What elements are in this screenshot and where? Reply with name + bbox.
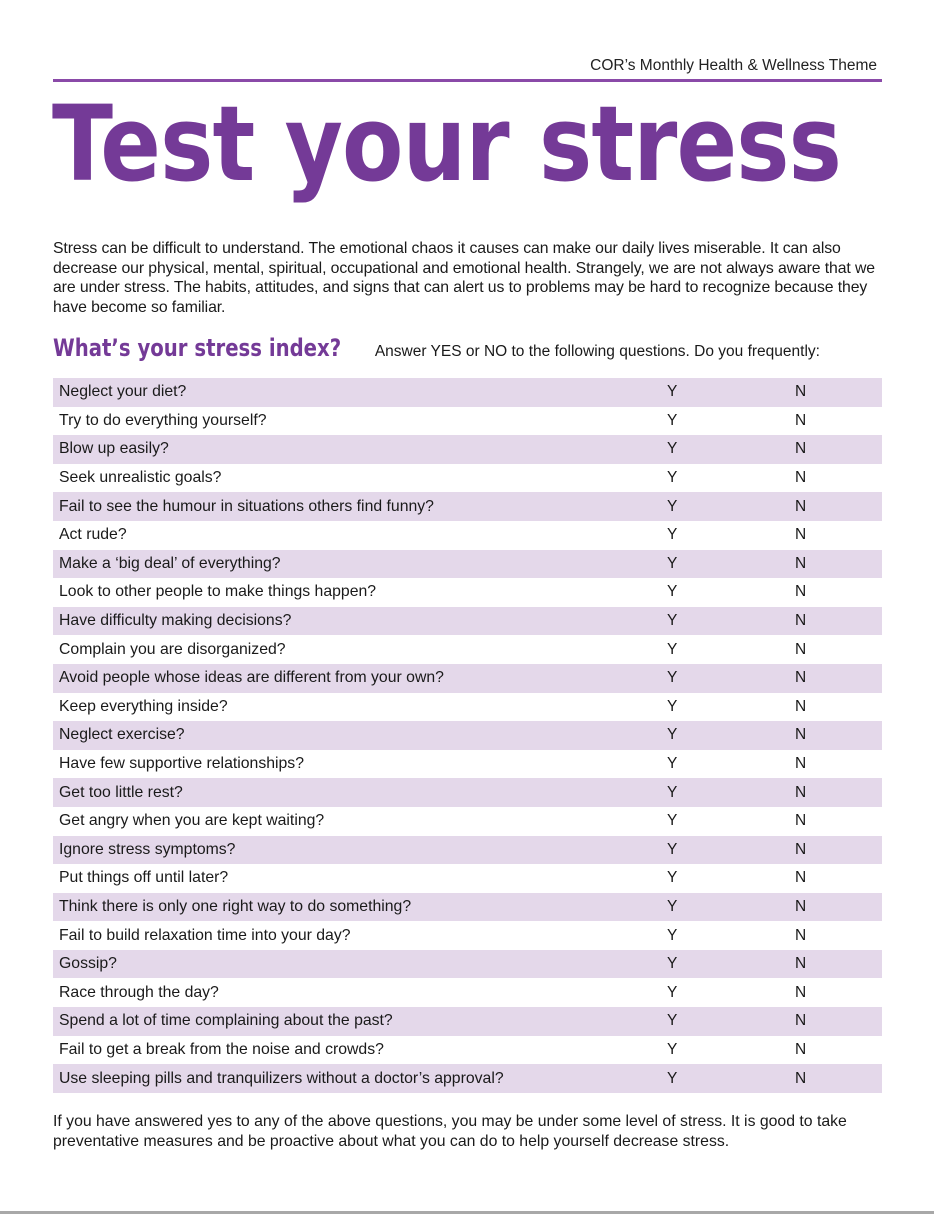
answer-yes[interactable]: Y bbox=[667, 840, 678, 858]
answer-no[interactable]: N bbox=[795, 697, 807, 715]
answer-no[interactable]: N bbox=[795, 1012, 807, 1030]
quiz-row bbox=[53, 407, 882, 436]
quiz-row bbox=[53, 836, 882, 865]
quiz-row bbox=[53, 807, 882, 836]
question-text: Put things off until later? bbox=[59, 869, 229, 887]
question-text: Use sleeping pills and tranquilizers without a doctor’s approval? bbox=[59, 1069, 504, 1087]
answer-yes[interactable]: Y bbox=[667, 897, 678, 915]
answer-no[interactable]: N bbox=[795, 726, 807, 744]
question-text: Neglect exercise? bbox=[59, 726, 185, 744]
answer-no[interactable]: N bbox=[795, 497, 807, 515]
answer-no[interactable]: N bbox=[795, 526, 807, 544]
answer-yes[interactable]: Y bbox=[667, 411, 678, 429]
answer-yes[interactable]: Y bbox=[667, 1012, 678, 1030]
quiz-row bbox=[53, 492, 882, 521]
answer-yes[interactable]: Y bbox=[667, 783, 678, 801]
answer-no[interactable]: N bbox=[795, 383, 807, 401]
quiz-row bbox=[53, 778, 882, 807]
question-text: Try to do everything yourself? bbox=[59, 411, 267, 429]
quiz-row bbox=[53, 978, 882, 1007]
answer-yes[interactable]: Y bbox=[667, 383, 678, 401]
answer-yes[interactable]: Y bbox=[667, 812, 678, 830]
answer-no[interactable]: N bbox=[795, 983, 807, 1001]
quiz-row bbox=[53, 950, 882, 979]
answer-no[interactable]: N bbox=[795, 1069, 807, 1087]
question-text: Have few supportive relationships? bbox=[59, 755, 304, 773]
page-title: Test your stress bbox=[52, 83, 842, 205]
answer-yes[interactable]: Y bbox=[667, 1040, 678, 1058]
question-text: Blow up easily? bbox=[59, 440, 169, 458]
question-text: Act rude? bbox=[59, 526, 127, 544]
answer-yes[interactable]: Y bbox=[667, 526, 678, 544]
answer-no[interactable]: N bbox=[795, 897, 807, 915]
question-text: Race through the day? bbox=[59, 983, 219, 1001]
answer-yes[interactable]: Y bbox=[667, 669, 678, 687]
answer-no[interactable]: N bbox=[795, 840, 807, 858]
question-text: Have difficulty making decisions? bbox=[59, 612, 292, 630]
quiz-row bbox=[53, 1036, 882, 1065]
quiz-row bbox=[53, 435, 882, 464]
quiz-row bbox=[53, 464, 882, 493]
outro-paragraph: If you have answered yes to any of the above questions, you may be under some level of stress. It is good to take preventative measures and be proactive about what you can do to help yourself decrease stress. bbox=[53, 1113, 847, 1150]
answer-yes[interactable]: Y bbox=[667, 869, 678, 887]
question-text: Ignore stress symptoms? bbox=[59, 840, 236, 858]
quiz-row bbox=[53, 550, 882, 579]
question-text: Avoid people whose ideas are different from your own? bbox=[59, 669, 444, 687]
answer-no[interactable]: N bbox=[795, 612, 807, 630]
answer-no[interactable]: N bbox=[795, 554, 807, 572]
quiz-table bbox=[53, 378, 882, 1093]
quiz-row bbox=[53, 864, 882, 893]
quiz-row bbox=[53, 750, 882, 779]
quiz-row bbox=[53, 635, 882, 664]
quiz-row bbox=[53, 378, 882, 407]
answer-no[interactable]: N bbox=[795, 469, 807, 487]
question-text: Look to other people to make things happen? bbox=[59, 583, 377, 601]
answer-yes[interactable]: Y bbox=[667, 440, 678, 458]
quiz-row bbox=[53, 693, 882, 722]
answer-no[interactable]: N bbox=[795, 411, 807, 429]
question-text: Seek unrealistic goals? bbox=[59, 469, 222, 487]
quiz-row bbox=[53, 521, 882, 550]
quiz-row bbox=[53, 578, 882, 607]
question-text: Spend a lot of time complaining about the past? bbox=[59, 1012, 393, 1030]
header-theme: COR’s Monthly Health & Wellness Theme bbox=[590, 57, 877, 74]
answer-yes[interactable]: Y bbox=[667, 1069, 678, 1087]
answer-yes[interactable]: Y bbox=[667, 497, 678, 515]
question-text: Gossip? bbox=[59, 955, 117, 973]
answer-yes[interactable]: Y bbox=[667, 955, 678, 973]
question-text: Neglect your diet? bbox=[59, 383, 187, 401]
answer-no[interactable]: N bbox=[795, 812, 807, 830]
question-text: Think there is only one right way to do something? bbox=[59, 897, 412, 915]
answer-no[interactable]: N bbox=[795, 640, 807, 658]
answer-yes[interactable]: Y bbox=[667, 554, 678, 572]
intro-paragraph: Stress can be difficult to understand. The emotional chaos it causes can make our daily lives miserable. It can also decrease our physical, mental, spiritual, occupational and emotional health. Strangely, we are not always aware that we are under stress. The habits, attitudes, and signs that can alert us to problems may be hard to recognize because they have become so familiar. bbox=[53, 240, 875, 316]
question-text: Complain you are disorganized? bbox=[59, 640, 286, 658]
answer-no[interactable]: N bbox=[795, 755, 807, 773]
answer-yes[interactable]: Y bbox=[667, 583, 678, 601]
quiz-row bbox=[53, 921, 882, 950]
answer-no[interactable]: N bbox=[795, 669, 807, 687]
answer-no[interactable]: N bbox=[795, 1040, 807, 1058]
quiz-row bbox=[53, 1007, 882, 1036]
answer-no[interactable]: N bbox=[795, 926, 807, 944]
answer-no[interactable]: N bbox=[795, 783, 807, 801]
question-text: Fail to see the humour in situations others find funny? bbox=[59, 497, 434, 515]
quiz-row bbox=[53, 607, 882, 636]
answer-no[interactable]: N bbox=[795, 440, 807, 458]
answer-yes[interactable]: Y bbox=[667, 726, 678, 744]
quiz-row bbox=[53, 664, 882, 693]
answer-yes[interactable]: Y bbox=[667, 469, 678, 487]
answer-no[interactable]: N bbox=[795, 869, 807, 887]
quiz-row bbox=[53, 1064, 882, 1093]
question-text: Get angry when you are kept waiting? bbox=[59, 812, 325, 830]
answer-yes[interactable]: Y bbox=[667, 612, 678, 630]
question-text: Fail to build relaxation time into your day? bbox=[59, 926, 351, 944]
stress-index-heading bbox=[53, 334, 820, 362]
answer-yes[interactable]: Y bbox=[667, 640, 678, 658]
question-text: Keep everything inside? bbox=[59, 697, 228, 715]
quiz-row bbox=[53, 893, 882, 922]
question-text: Make a ‘big deal’ of everything? bbox=[59, 554, 281, 572]
question-text: Get too little rest? bbox=[59, 783, 183, 801]
answer-yes[interactable]: Y bbox=[667, 983, 678, 1001]
answer-yes[interactable]: Y bbox=[667, 926, 678, 944]
stress-index-instructions: Answer YES or NO to the following questions. Do you frequently: bbox=[374, 343, 820, 360]
answer-yes[interactable]: Y bbox=[667, 755, 678, 773]
answer-no[interactable]: N bbox=[795, 583, 807, 601]
question-text: Fail to get a break from the noise and crowds? bbox=[59, 1040, 384, 1058]
answer-no[interactable]: N bbox=[795, 955, 807, 973]
answer-yes[interactable]: Y bbox=[667, 697, 678, 715]
quiz-row bbox=[53, 721, 882, 750]
stress-index-title: What’s your stress index? bbox=[53, 334, 342, 362]
